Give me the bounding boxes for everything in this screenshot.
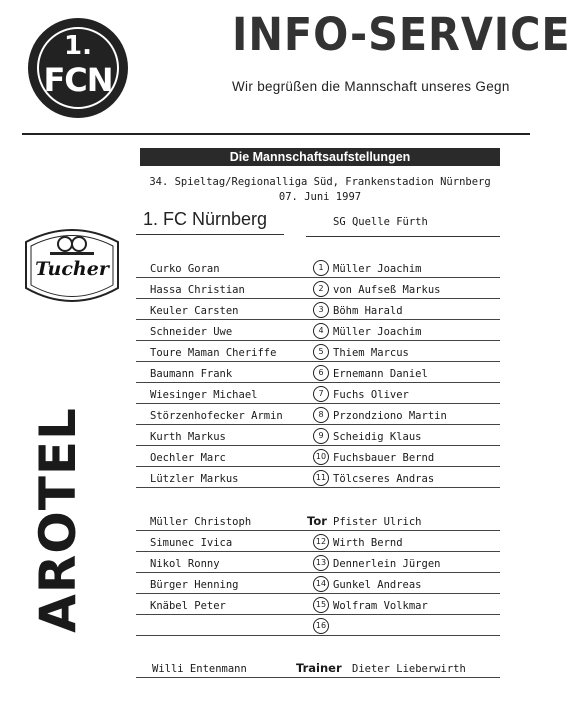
away-player: Przondziono Martin — [333, 410, 447, 422]
shirt-number: 8 — [313, 407, 329, 423]
shirt-number: 3 — [313, 302, 329, 318]
section-banner: Die Mannschaftsaufstellungen — [140, 148, 500, 166]
reserve-row — [136, 593, 500, 615]
home-player: Baumann Frank — [150, 368, 233, 380]
shirt-number: 10 — [313, 449, 329, 465]
home-player: Störzenhofecker Armin — [150, 410, 283, 422]
shirt-number: 7 — [313, 386, 329, 402]
lineup-row — [136, 340, 500, 362]
lineup-row — [136, 298, 500, 320]
shirt-number: 1 — [313, 260, 329, 276]
home-player: Kurth Markus — [150, 431, 226, 443]
away-player: Gunkel Andreas — [333, 579, 422, 591]
home-player: Wiesinger Michael — [150, 389, 258, 401]
welcome-text: Wir begrüßen die Mannschaft unseres Gegn — [232, 79, 510, 94]
away-player: Scheidig Klaus — [333, 431, 422, 443]
away-player: Böhm Harald — [333, 305, 403, 317]
lineup-row — [136, 277, 500, 299]
lineup-row — [136, 466, 500, 488]
shirt-number: 12 — [313, 534, 329, 550]
away-player: Wirth Bernd — [333, 537, 403, 549]
home-team-underline — [136, 234, 284, 235]
home-player: Nikol Ronny — [150, 558, 220, 570]
home-player: Curko Goran — [150, 263, 220, 275]
away-player: Thiem Marcus — [333, 347, 409, 359]
away-player: Fuchsbauer Bernd — [333, 452, 435, 464]
arotel-wordmark: AROTEL — [29, 407, 87, 633]
shirt-number: 5 — [313, 344, 329, 360]
shirt-number: 13 — [313, 555, 329, 571]
away-player: Tölcseres Andras — [333, 473, 435, 485]
away-player: Fuchs Oliver — [333, 389, 409, 401]
arotel-ad — [29, 405, 87, 635]
fcn-logo — [28, 18, 128, 118]
away-player: Dennerlein Jürgen — [333, 558, 441, 570]
home-player: Keuler Carsten — [150, 305, 239, 317]
coach-label: Trainer — [296, 661, 342, 675]
away-player: Müller Joachim — [333, 326, 422, 338]
shirt-number: 6 — [313, 365, 329, 381]
home-player: Oechler Marc — [150, 452, 226, 464]
tucher-ad — [20, 222, 124, 312]
reserve-row — [136, 614, 500, 636]
lineup-row — [136, 319, 500, 341]
goalkeeper-label: Tor — [307, 514, 327, 528]
lineup-row — [136, 424, 500, 446]
home-player: Lützler Markus — [150, 473, 239, 485]
shirt-number: 4 — [313, 323, 329, 339]
shirt-number: 2 — [313, 281, 329, 297]
reserve-row — [136, 572, 500, 594]
home-player: Simunec Ivica — [150, 537, 233, 549]
lineup-row — [136, 382, 500, 404]
lineup-row — [136, 256, 500, 278]
away-player: Ernemann Daniel — [333, 368, 428, 380]
logo-text: FCN — [43, 61, 113, 99]
lineup-row — [136, 445, 500, 467]
home-player: Hassa Christian — [150, 284, 245, 296]
lineup-row — [136, 403, 500, 425]
away-player: Müller Joachim — [333, 263, 422, 275]
reserve-row — [136, 530, 500, 552]
home-player: Bürger Henning — [150, 579, 239, 591]
away-coach: Dieter Lieberwirth — [352, 663, 466, 675]
matchday-info: 34. Spieltag/Regionalliga Süd, Frankenstadion Nürnberg — [149, 176, 491, 188]
away-player: Wolfram Volkmar — [333, 600, 428, 612]
goalkeeper-row — [136, 509, 500, 531]
home-player: Knäbel Peter — [150, 600, 226, 612]
away-player: Pfister Ulrich — [333, 516, 422, 528]
shirt-number: 11 — [313, 470, 329, 486]
header-divider — [22, 133, 530, 135]
home-coach: Willi Entenmann — [152, 663, 247, 675]
reserve-row — [136, 551, 500, 573]
away-team-name: SG Quelle Fürth — [333, 216, 428, 228]
page-title: INFO-SERVICE — [232, 8, 571, 61]
away-team-underline — [306, 236, 500, 237]
home-player: Toure Maman Cheriffe — [150, 347, 277, 359]
home-player: Schneider Uwe — [150, 326, 233, 338]
home-team-name: 1. FC Nürnberg — [143, 209, 268, 229]
match-date: 07. Juni 1997 — [278, 191, 362, 203]
home-player: Müller Christoph — [150, 516, 252, 528]
logo-number: 1. — [64, 31, 92, 61]
lineup-row — [136, 361, 500, 383]
shirt-number: 14 — [313, 576, 329, 592]
tucher-wordmark: Tucher — [35, 258, 109, 280]
away-player: von Aufseß Markus — [333, 284, 441, 296]
shirt-number: 16 — [313, 618, 329, 634]
shirt-number: 9 — [313, 428, 329, 444]
shirt-number: 15 — [313, 597, 329, 613]
coach-row — [136, 656, 500, 678]
